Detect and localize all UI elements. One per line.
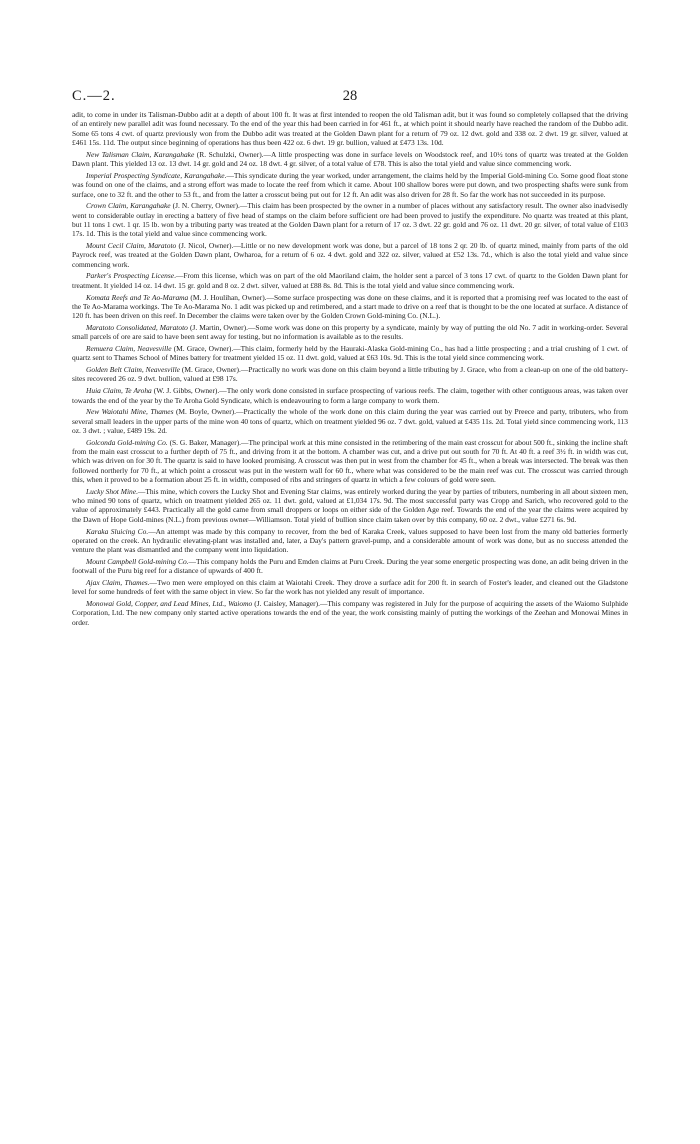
paragraph-title: Komata Reefs and Te Ao-Marama [86, 292, 189, 302]
paragraph-text: .—This mine, which covers the Lucky Shot and Evening Star claims, was entirely worked during the year by parties of tributers, numbering in all about sixteen men, who mined 90 tons of quartz, which on treatment yielded 265 oz. 11 dwt. gold, valued at £1,034 17s. 9d. The most successful party was Cropp and Sarich, who recovered gold to the value of approximately £443. Practically all the gold came from small droppers or loops on either side of the Golden Age reef. Towards the end of the year the claims were acquired by the Dawn of Hope Gold-mines (N.L.) from previous owner—Williamson. Total yield of bullion since claim taken over by this company, 60 oz. 2 dwt., value £271 6s. 9d. [72, 486, 628, 524]
paragraph-text: (M. J. Houlihan, Owner).—Some surface prospecting was done on these claims, and it is reported that a promising reef was located to the east of the Te Ao-Marama workings. The Te Ao-Marama No. 1 adit was picked up and retimbered, and a start made to drive on a reef that is thought to be the one located at surface. A distance of 120 ft. has been driven on this reef. In December the claims were taken over by the Golden Crown Gold-mining Co. (N.L.). [72, 292, 628, 321]
page-number: 28 [342, 88, 358, 104]
paragraph-text: (J. Caisley, Manager).—This company was registered in July for the purpose of acquiring the assets of the Waiomo Sulphide Corporation, Ltd. The new company only started active operations towards the end of the year, the work consisting mainly of putting the workings of the Zeehan and Monowai Mines in order. [72, 599, 628, 627]
paragraph-title: Golconda Gold-mining Co. [86, 437, 168, 447]
paragraph-text: .—From this license, which was on part of the old Maoriland claim, the holder sent a parcel of 3 tons 17 cwt. of quartz to the Golden Dawn plant for treatment. It yielded 14 oz. 14 dwt. 15 gr. gold and 8 oz. 2 dwt. silver, valued at £88 8s. 8d. This is the total yield and value since commencing work. [72, 271, 628, 290]
report-paragraph [72, 365, 628, 384]
paragraph-title: Remuera Claim, Neavesville [86, 344, 172, 354]
paragraph-title: New Talisman Claim, Karangahake [86, 149, 195, 159]
report-paragraph [72, 438, 628, 485]
report-paragraph [72, 241, 628, 269]
report-paragraph [72, 386, 628, 405]
paragraph-title: Ajax Claim, Thames [86, 578, 148, 588]
report-paragraph [72, 578, 628, 597]
paragraph-title: Imperial Prospecting Syndicate, Karangahake [86, 170, 225, 180]
paragraph-text: (S. G. Baker, Manager).—The principal work at this mine consisted in the retimbering of the main east crosscut for about 500 ft., sinking the incline shaft from the main east crosscut to a further depth of 75 ft., and driving from it at the bottom. A chamber was cut, and a drive put out south for 70 ft. At 40 ft. a reef 3½ ft. in width was cut, which was driven on for 30 ft. The quartz is said to have looked promising. A crosscut was then put in west from the chamber for 45 ft., when a break was intersected. The break was then followed northerly for 70 ft., at which point a crosscut was put in the western wall for 60 ft., where what was considered to be the main reef was cut. The crosscut was carried through this, when it proved to be a formation about 25 ft. in width, composed of ribs and stringers of quartz in which a few colours of gold were seen. [72, 437, 628, 485]
paragraph-title: Mount Campbell Gold-mining Co. [86, 556, 189, 566]
paragraph-text: (W. J. Gibbs, Owner).—The only work done consisted in surface prospecting of various reefs. The claim, together with other contiguous areas, was taken over towards the end of the year by the Te Aroha Gold Syndicate, which is endeavouring to form a large company to work them. [72, 386, 628, 405]
report-paragraph [72, 323, 628, 342]
paragraph-text: (J. N. Cherry, Owner).—This claim has been prospected by the owner in a number of places without any satisfactory result. The owner also inadvisedly went to considerable outlay in erecting a battery of five head of stamps on the claim before sufficient ore had been proved to justify the expenditure. No quartz was treated at this plant, but 11 tons 1 cwt. 1 qr. 15 lb. won by a tributing party was treated at the Golden Dawn plant for a return of 17 oz. 3 dwt. 22 gr. gold and 76 oz. 11 dwt. 20 gr. silver, of total value of £103 17s. 1d. This is the total yield and value since commencing work. [72, 201, 628, 239]
paragraph-title: Golden Belt Claim, Neavesville [86, 365, 180, 375]
report-paragraph [72, 110, 628, 147]
paragraph-text: —An attempt was made by this company to recover, from the bed of Karaka Creek, values supposed to have been lost from the many old batteries formerly operated on the creek. An hydraulic elevating-plant was installed and, later, a Day's pattern gravel-pump, and a considerable amount of work was done, but as no success attended the venture the plant was dismantled and the company went into liquidation. [72, 526, 628, 555]
report-paragraph [72, 344, 628, 363]
report-paragraph [72, 171, 628, 199]
document-reference: C.—2. [72, 88, 116, 104]
paragraph-text: —This company holds the Puru and Emden claims at Puru Creek. During the year some energetic prospecting was done, an adit being driven in the footwall of the Puru big reef for a distance of upwards of 400 ft. [72, 556, 628, 576]
paragraph-text: (J. Martin, Owner).—Some work was done on this property by a syndicate, mainly by way of putting the old No. 7 adit in working-order. Several small parcels of ore are said to have been sent away for testing, but no information is available as to the results. [72, 322, 628, 342]
paragraph-title: Huia Claim, Te Aroha [86, 386, 152, 396]
report-paragraph [72, 407, 628, 435]
paragraph-text: (J. Nicol, Owner).—Little or no new development work was done, but a parcel of 18 tons 2 qr. 20 lb. of quartz mined, mainly from parts of the old Payrock reef, was treated at the Golden Dawn plant, Owharoa, for a return of 6 oz. 4 dwt. gold and 322 oz. silver, valued at £52 13s. 7d., which is also the total yield and value since commencing work. [72, 241, 628, 269]
paragraph-title: Karaka Sluicing Co. [86, 526, 149, 536]
paragraph-title: Lucky Shot Mine [86, 486, 137, 496]
report-paragraph [72, 557, 628, 576]
report-paragraph [72, 293, 628, 321]
paragraph-title: Monowai Gold, Copper, and Lead Mines, Ltd., Waiomo [86, 599, 253, 609]
paragraph-text: (M. Boyle, Owner).—Practically the whole of the work done on this claim during the year was carried out by Preece and party, tributers, who from several small leaders in the upper parts of the mine won 40 tons of quartz, which on treatment yielded 96 oz. 7 dwt. gold, valued at £435 11s. 2d. Total yield since commencing work, 113 oz. 3 dwt. ; value, £489 19s. 2d. [72, 407, 628, 435]
paragraph-title: Parker's Prospecting License [86, 271, 175, 281]
report-paragraph [72, 599, 628, 627]
paragraph-text: (R. Schulzki, Owner).—A little prospecting was done in surface levels on Woodstock reef, and 10½ tons of quartz was treated at the Golden Dawn plant. This yielded 13 oz. 13 dwt. 14 gr. gold and 24 oz. 18 dwt. 4 gr. silver, of a total value of £78. This is also the total yield and value since commencing work. [72, 149, 628, 169]
paragraph-text: (M. Grace, Owner).—This claim, formerly held by the Hauraki-Alaska Gold-mining Co., has had a little prospecting ; and a trial crushing of 1 cwt. of quartz sent to Thames School of Mines battery for treatment yielded 15 oz. 11 dwt. gold, valued at £63 10s. 9d. This is the total yield since commencing work. [72, 344, 629, 363]
paragraph-title: Crown Claim, Karangahake [86, 201, 171, 211]
paragraph-text: .—Two men were employed on this claim at Waiotahi Creek. They drove a surface adit for 200 ft. in search of Foster's leader, and cleaned out the Gladstone level for some hundreds of feet with the same object in view. So far the work has not yielded any result of importance. [72, 578, 628, 597]
paragraph-text: (M. Grace, Owner).—Practically no work was done on this claim beyond a little tributing by J. Grace, who from a clean-up on one of the old battery-sites recovered 26 oz. 9 dwt. bullion, valued at £98 17s. [72, 365, 628, 384]
paragraph-title: New Waiotahi Mine, Thames [86, 407, 174, 417]
paragraph-title: Maratoto Consolidated, Maratoto [86, 322, 188, 332]
report-paragraph [72, 271, 628, 290]
report-body [72, 110, 628, 630]
report-paragraph [72, 527, 628, 555]
report-paragraph [72, 201, 628, 238]
report-paragraph [72, 150, 628, 169]
report-paragraph [72, 487, 628, 524]
paragraph-title: Mount Cecil Claim, Maratoto [86, 241, 177, 251]
paragraph-text: adit, to come in under its Talisman-Dubbo adit at a depth of about 100 ft. It was at first intended to reopen the old Talisman adit, but it was found so completely collapsed that the driving of an entirely new parallel adit was found necessary. To the end of the year this had been carried in for 461 ft., at which point it should nearly have reached the random of the Dubbo adit. Some 65 tons 4 cwt. of quartz previously won from the Dubbo adit was treated at the Golden Dawn plant for a return of 79 oz. 12 dwt. gold and 338 oz. 2 dwt. 19 gr. silver, valued at £461 15s. 11d. The output since beginning of operations has thus been 422 oz. 6 dwt. 19 gr. bullion, valued at £473 13s. 10d. [72, 110, 628, 148]
paragraph-text: .—This syndicate during the year worked, under arrangement, the claims held by the Imperial Gold-mining Co. Some good float stone was found on one of the claims, and a strong effort was made to locate the reef from which it came. About 100 shallow bores were put down, and two prospecting shafts were sunk from surface, one to 32 ft. and the other to 53 ft., and from the latter a crosscut being put out for 12 ft. An adit was also driven for 28 ft. So far the work has not succeeded in its purpose. [72, 170, 628, 199]
